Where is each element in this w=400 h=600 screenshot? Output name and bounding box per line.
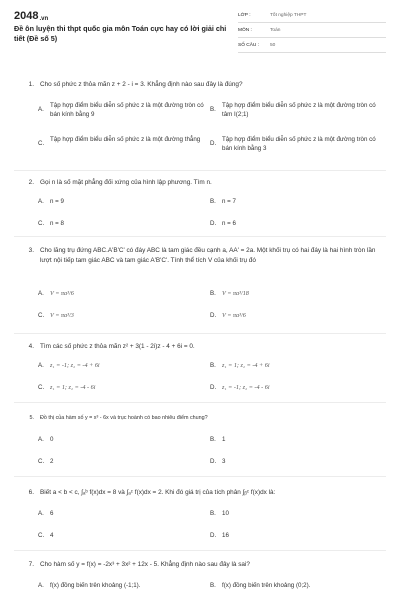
option-label: D. <box>210 384 217 391</box>
option-text: n = 6 <box>222 220 236 227</box>
option-label: B. <box>210 106 216 113</box>
option-label: B. <box>210 510 216 517</box>
option-label: C. <box>38 220 45 227</box>
option-label: A. <box>38 198 44 205</box>
meta-key: LỚP : <box>238 13 251 18</box>
question-text: Cho số phức z thỏa mãn z + 2 - i = 3. Khẳng định nào sau đây là đúng? <box>40 81 243 88</box>
question-number: 4. <box>28 343 34 350</box>
option-text: z₁ = -1; z₂ = -4 - 6i <box>222 384 270 391</box>
option-text: z₁ = -1; z₂ = -4 + 6i <box>50 362 100 369</box>
option-label: B. <box>210 362 216 369</box>
option-text: 3 <box>222 458 226 465</box>
meta-row-subject <box>238 23 386 38</box>
question-number: 7. <box>28 561 34 568</box>
meta-row-class <box>238 8 386 23</box>
option-text: 10 <box>222 510 229 517</box>
question-number: 3. <box>28 247 34 254</box>
question-text: Cho lăng trụ đứng ABC.A'B'C' có đáy ABC là tam giác đều cạnh a, AA' = 2a. Một khối trụ có hai đáy là hai hình tròn lần lượt nội tiếp tam giác ABC và tam giác A'B'C'. Tính thể tích V của khối trụ đó <box>40 247 376 264</box>
option-text: V = πa³/3 <box>50 312 74 319</box>
option-label: A. <box>38 106 44 113</box>
divider <box>14 550 386 551</box>
option-text: z₁ = 1; z₂ = -4 + 6i <box>222 362 270 369</box>
option-text: n = 7 <box>222 198 236 205</box>
option-label: C. <box>38 532 45 539</box>
divider <box>14 476 386 477</box>
question-number: 2. <box>28 179 34 186</box>
brand-logo <box>14 10 47 22</box>
option-text: Tập hợp điểm biểu diễn số phức z là một đường tròn có bán kính bằng 9 <box>50 102 204 118</box>
option-label: C. <box>38 312 45 319</box>
question-number: 6. <box>28 489 34 496</box>
option-text: 16 <box>222 532 229 539</box>
option-text: 0 <box>50 436 54 443</box>
meta-value: Tốt nghiệp THPT <box>270 13 307 18</box>
divider <box>14 170 386 171</box>
exam-meta <box>238 8 386 53</box>
option-label: C. <box>38 384 45 391</box>
option-label: A. <box>38 290 44 297</box>
option-text: V = πa³/6 <box>50 290 74 297</box>
option-label: C. <box>38 140 45 147</box>
question-text: Gọi n là số mặt phẳng đối xứng của hình lập phương. Tìm n. <box>40 179 212 186</box>
option-text: f(x) đồng biến trên khoảng (-1;1). <box>50 582 141 589</box>
option-text: 6 <box>50 510 54 517</box>
question-text: Cho hàm số y = f(x) = -2x³ + 3x² + 12x - 5. Khẳng định nào sau đây là sai? <box>40 561 250 568</box>
meta-key: MÔN : <box>238 28 252 33</box>
option-label: B. <box>210 198 216 205</box>
meta-row-count <box>238 38 386 53</box>
meta-key: SỐ CÂU : <box>238 43 260 48</box>
document-header <box>14 6 386 60</box>
brand-name: 2048 <box>14 10 39 22</box>
option-label: D. <box>210 220 217 227</box>
option-label: A. <box>38 510 44 517</box>
option-text: f(x) đồng biến trên khoảng (0;2). <box>222 582 311 589</box>
option-text: V = πa³/18 <box>222 290 249 297</box>
option-label: A. <box>38 436 44 443</box>
meta-value: Toán <box>270 28 281 33</box>
option-text: n = 8 <box>50 220 64 227</box>
option-text: Tập hợp điểm biểu diễn số phức z là một đường tròn có tâm I(2;1) <box>222 102 376 118</box>
option-label: B. <box>210 436 216 443</box>
option-text: z₁ = 1; z₂ = -4 - 6i <box>50 384 96 391</box>
option-label: A. <box>38 362 44 369</box>
option-label: D. <box>210 140 217 147</box>
question-text: Tìm các số phức z thỏa mãn z² + 3(1 - 2i)z - 4 + 6i = 0. <box>40 343 195 350</box>
option-text: n = 9 <box>50 198 64 205</box>
option-label: D. <box>210 532 217 539</box>
meta-value: 50 <box>270 43 276 48</box>
option-text: 2 <box>50 458 54 465</box>
divider <box>14 333 386 334</box>
option-label: B. <box>210 290 216 297</box>
option-label: C. <box>38 458 45 465</box>
brand-suffix: .vn <box>39 16 49 22</box>
question-text: Biết a < b < c, ∫ₐᵇ f(x)dx = 8 và ∫ₐᶜ f(x)dx = 2. Khi đó giá trị của tích phân ∫ᵦᶜ f(x)dx là: <box>40 489 276 496</box>
divider <box>14 402 386 403</box>
question-number: 1. <box>28 81 34 88</box>
question-number: 5. <box>29 415 34 421</box>
option-text: 1 <box>222 436 226 443</box>
option-label: B. <box>210 582 216 589</box>
exam-title: Đề ôn luyện thi thpt quốc gia môn Toán cực hay có lời giải chi tiết (Đề số 5) <box>14 24 227 43</box>
question-text: Đồ thị của hàm số y = x³ - 6x và trục hoành có bao nhiêu điểm chung? <box>40 415 208 421</box>
option-text: Tập hợp điểm biểu diễn số phức z là một đường tròn có bán kính bằng 3 <box>222 136 376 152</box>
option-text: Tập hợp điểm biểu diễn số phức z là một đường thẳng <box>50 136 201 143</box>
option-label: A. <box>38 582 44 589</box>
option-text: V = πa³/6 <box>222 312 246 319</box>
option-label: D. <box>210 458 217 465</box>
divider <box>14 236 386 237</box>
option-text: 4 <box>50 532 54 539</box>
option-label: D. <box>210 312 217 319</box>
